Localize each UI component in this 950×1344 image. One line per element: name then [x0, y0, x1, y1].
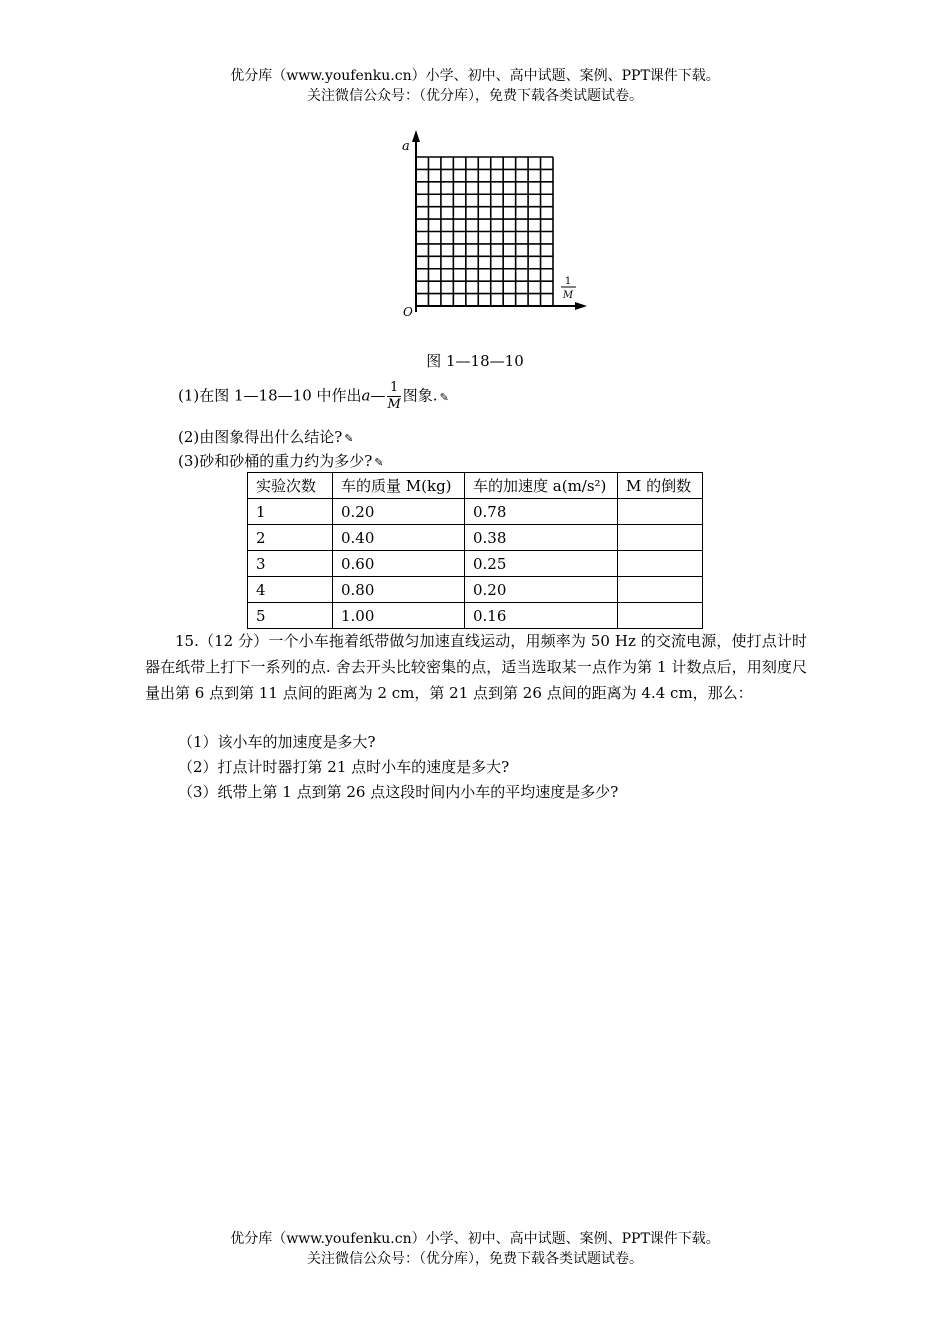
cell-acceleration: 0.38 [465, 525, 618, 551]
q1-fraction-den: M [387, 397, 401, 412]
table-row [248, 551, 703, 577]
cell-acceleration: 0.16 [465, 603, 618, 629]
q3-text: (3)砂和砂桶的重力约为多少? [178, 452, 373, 470]
cell-trial: 3 [248, 551, 333, 577]
page-footer [0, 1229, 950, 1269]
x-label-denominator: M [562, 290, 574, 301]
problem-15-text: 15.（12 分）一个小车拖着纸带做匀加速直线运动，用频率为 50 Hz 的交流电源，使打点计时器在纸带上打下一系列的点. 舍去开头比较密集的点，适当选取某一点作为第 1 计数点后，用刻度尺量出第 6 点到第 11 点间的距离为 2 cm，第 21 点到第 26 点间的距离为 4.4 cm，那么： [145, 632, 807, 702]
header-trial-number: 实验次数 [248, 473, 333, 499]
cell-trial: 5 [248, 603, 333, 629]
table-header-row [248, 473, 703, 499]
cell-trial: 2 [248, 525, 333, 551]
cell-trial: 4 [248, 577, 333, 603]
table-row [248, 603, 703, 629]
header-mass-reciprocal: M 的倒数 [618, 473, 703, 499]
problem-15-sub-3: （3）纸带上第 1 点到第 26 点这段时间内小车的平均速度是多少? [178, 783, 619, 801]
q1-variable: a [361, 386, 371, 405]
problem-15-sub-2: （2）打点计时器打第 21 点时小车的速度是多大? [178, 758, 510, 776]
cell-reciprocal [618, 551, 703, 577]
cell-reciprocal [618, 577, 703, 603]
q1-dash: — [370, 386, 386, 405]
cell-mass: 0.20 [333, 499, 465, 525]
cell-mass: 0.60 [333, 551, 465, 577]
problem-15-sub-1: （1）该小车的加速度是多大? [178, 733, 376, 751]
header-line-1: 优分库（www.youfenku.cn）小学、初中、高中试题、案例、PPT课件下载。 [230, 68, 720, 84]
origin-label: O [403, 305, 413, 319]
question-14-1 [178, 380, 449, 413]
q2-text: (2)由图象得出什么结论? [178, 428, 343, 446]
q1-prefix: (1)在图 1—18—10 中作出 [178, 386, 362, 405]
q1-fraction [387, 380, 400, 413]
cell-acceleration: 0.25 [465, 551, 618, 577]
x-label-numerator: 1 [564, 276, 572, 287]
table-row [248, 525, 703, 551]
header-car-mass: 车的质量 M(kg) [333, 473, 465, 499]
page-header [0, 66, 950, 106]
q1-fraction-num: 1 [387, 380, 400, 397]
pencil-mark-icon: ✎ [344, 432, 354, 445]
q1-suffix: 图象. [402, 386, 438, 405]
cell-reciprocal [618, 499, 703, 525]
cell-mass: 1.00 [333, 603, 465, 629]
cell-acceleration: 0.78 [465, 499, 618, 525]
footer-line-1: 优分库（www.youfenku.cn）小学、初中、高中试题、案例、PPT课件下载。 [230, 1231, 720, 1247]
cell-trial: 1 [248, 499, 333, 525]
table-row [248, 577, 703, 603]
header-line-2: 关注微信公众号：（优分库），免费下载各类试题试卷。 [307, 88, 643, 104]
cell-mass: 0.80 [333, 577, 465, 603]
y-axis-arrow-icon [412, 130, 420, 142]
cell-acceleration: 0.20 [465, 577, 618, 603]
pencil-mark-icon: ✎ [439, 390, 449, 404]
x-axis-arrow-icon [575, 302, 587, 310]
header-car-acceleration: 车的加速度 a(m/s²) [465, 473, 618, 499]
cell-reciprocal [618, 525, 703, 551]
footer-line-2: 关注微信公众号：（优分库），免费下载各类试题试卷。 [307, 1251, 643, 1267]
empty-graph-grid [395, 128, 595, 323]
cell-reciprocal [618, 603, 703, 629]
question-14-2 [178, 426, 354, 447]
question-14-3 [178, 450, 384, 471]
figure-caption: 图 1—18—10 [426, 352, 524, 370]
y-axis-label: a [402, 139, 410, 154]
cell-mass: 0.40 [333, 525, 465, 551]
table-row [248, 499, 703, 525]
experiment-table [247, 472, 703, 629]
pencil-mark-icon: ✎ [374, 456, 384, 469]
